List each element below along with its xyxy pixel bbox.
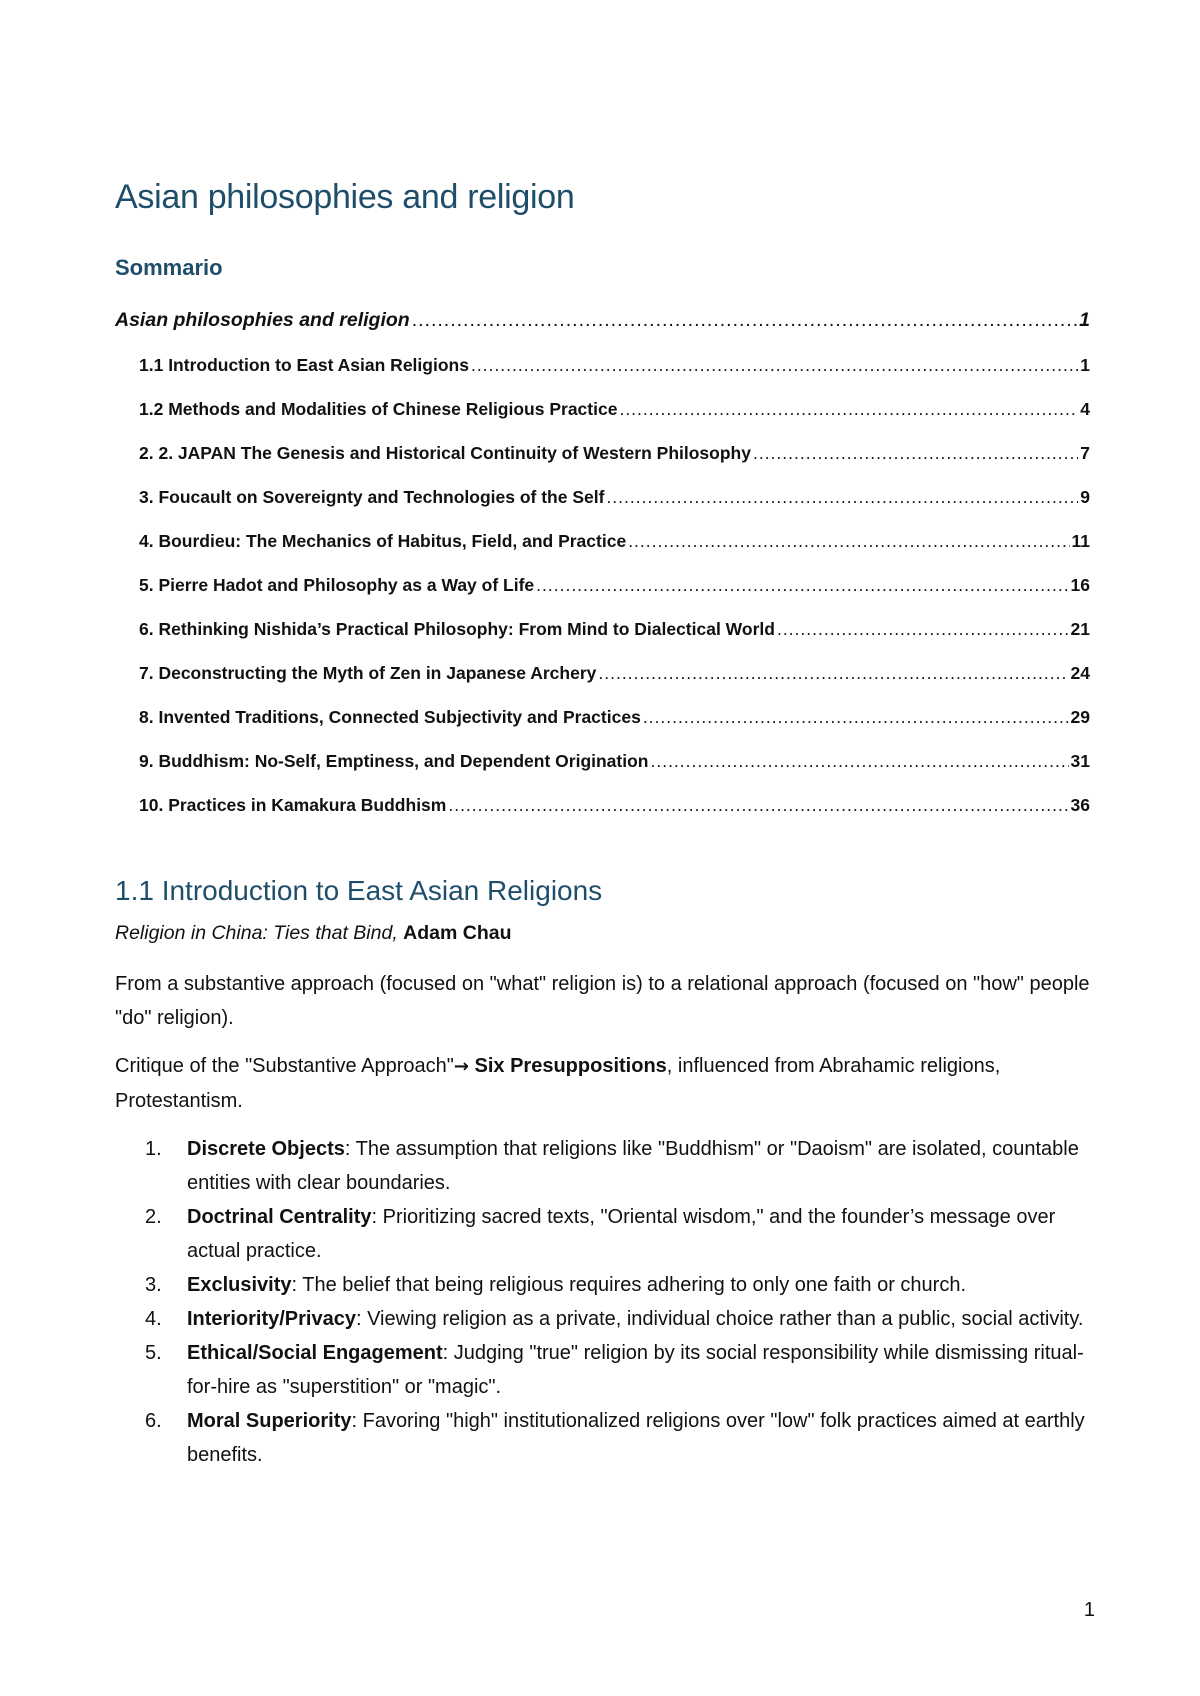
byline-work-title: Religion in China: Ties that Bind, (115, 922, 398, 944)
toc-entry-title: 4. Bourdieu: The Mechanics of Habitus, Field, and Practice (139, 531, 627, 551)
toc-entry-page: 9 (1080, 487, 1090, 507)
toc-dot-leader (536, 563, 1068, 607)
toc-entry-page: 11 (1071, 531, 1090, 551)
list-item-text: : Judging "true" religion by its social responsibility while dismissing ritual-for-hire as "superstition" or "magic". (187, 1342, 1084, 1398)
toc-entry-page: 1 (1080, 355, 1090, 375)
byline (115, 917, 1090, 949)
toc-dot-leader (448, 783, 1068, 827)
toc-dot-leader (628, 519, 1069, 563)
toc-entry[interactable] (115, 519, 1090, 563)
toc-entry-page: 1 (1079, 309, 1090, 331)
toc-entry-title: 7. Deconstructing the Myth of Zen in Japanese Archery (139, 663, 597, 683)
toc-entry[interactable] (115, 651, 1090, 695)
toc-entry[interactable] (115, 783, 1090, 827)
toc-entry[interactable] (115, 297, 1090, 343)
list-item-number: 4. (145, 1308, 162, 1330)
toc-entry-title: 9. Buddhism: No-Self, Emptiness, and Dependent Origination (139, 751, 649, 771)
list-item-number: 6. (145, 1410, 162, 1432)
paragraph-emphasis: Six Presuppositions (474, 1055, 667, 1077)
section-heading: 1.1 Introduction to East Asian Religions (115, 875, 603, 906)
toc-entry-page: 31 (1070, 751, 1090, 771)
toc-entry-page: 7 (1080, 443, 1090, 463)
numbered-list (115, 1132, 1090, 1472)
paragraph-text: Critique of the "Substantive Approach" (115, 1055, 454, 1077)
table-of-contents (115, 297, 1090, 827)
toc-entry[interactable] (115, 695, 1090, 739)
paragraph (115, 1049, 1090, 1118)
toc-entry-title: 8. Invented Traditions, Connected Subjectivity and Practices (139, 707, 641, 727)
toc-entry[interactable] (115, 387, 1090, 431)
toc-dot-leader (606, 475, 1078, 519)
list-item-text: : The assumption that religions like "Buddhism" or "Daoism" are isolated, countable entities with clear boundaries. (187, 1138, 1079, 1194)
list-item-text: : The belief that being religious requires adhering to only one faith or church. (291, 1274, 967, 1296)
toc-entry-title: 6. Rethinking Nishida’s Practical Philosophy: From Mind to Dialectical World (139, 619, 775, 639)
toc-entry[interactable] (115, 343, 1090, 387)
toc-heading: Sommario (115, 255, 223, 280)
arrow-right-icon: → (453, 1056, 469, 1077)
list-item-number: 1. (145, 1138, 162, 1160)
list-item (115, 1268, 1090, 1302)
toc-dot-leader (777, 607, 1069, 651)
toc-entry[interactable] (115, 607, 1090, 651)
document-title: Asian philosophies and religion (115, 178, 575, 216)
toc-entry-page: 21 (1070, 619, 1090, 639)
list-item (115, 1302, 1090, 1336)
list-item (115, 1404, 1090, 1472)
list-item-text: : Viewing religion as a private, individual choice rather than a public, social activity. (355, 1308, 1084, 1330)
list-item-text: : Prioritizing sacred texts, "Oriental wisdom," and the founder’s message over actual practice. (187, 1206, 1056, 1262)
toc-entry-title: 5. Pierre Hadot and Philosophy as a Way of Life (139, 575, 535, 595)
list-item-term: Exclusivity (187, 1274, 292, 1296)
paragraph: From a substantive approach (focused on "what" religion is) to a relational approach (focused on "how" people "do" religion). (115, 973, 1090, 1029)
toc-dot-leader (598, 651, 1068, 695)
toc-entry-page: 29 (1070, 707, 1090, 727)
toc-entry[interactable] (115, 563, 1090, 607)
toc-entry[interactable] (115, 739, 1090, 783)
page-number: 1 (1083, 1599, 1095, 1621)
toc-entry-title: 3. Foucault on Sovereignty and Technologies of the Self (139, 487, 605, 507)
toc-entry-title: 2. 2. JAPAN The Genesis and Historical Continuity of Western Philosophy (139, 443, 751, 463)
list-item-number: 5. (145, 1342, 162, 1364)
list-item (115, 1132, 1090, 1200)
list-item-text: : Favoring "high" institutionalized religions over "low" folk practices aimed at earthly benefits. (187, 1410, 1085, 1466)
toc-dot-leader (619, 387, 1078, 431)
toc-dot-leader (753, 431, 1078, 475)
toc-entry-title: 10. Practices in Kamakura Buddhism (139, 795, 447, 815)
paragraph-text: , influenced from Abrahamic religions, Protestantism. (115, 1055, 1001, 1112)
toc-entry-page: 36 (1070, 795, 1090, 815)
toc-entry-title: 1.1 Introduction to East Asian Religions (139, 355, 469, 375)
toc-entry-page: 16 (1070, 575, 1090, 595)
toc-dot-leader (471, 343, 1078, 387)
toc-entry[interactable] (115, 431, 1090, 475)
toc-dot-leader (643, 695, 1069, 739)
list-item-term: Interiority/Privacy (187, 1308, 356, 1330)
list-item-term: Discrete Objects (187, 1138, 345, 1160)
byline-author: Adam Chau (403, 922, 512, 944)
list-item (115, 1336, 1090, 1404)
list-item-number: 3. (145, 1274, 162, 1296)
page-content (115, 178, 1090, 1472)
toc-dot-leader (650, 739, 1068, 783)
toc-entry-title: Asian philosophies and religion (115, 309, 410, 331)
list-item-term: Moral Superiority (187, 1410, 352, 1432)
list-item-term: Doctrinal Centrality (187, 1206, 372, 1228)
list-item-term: Ethical/Social Engagement (187, 1342, 443, 1364)
list-item (115, 1200, 1090, 1268)
toc-dot-leader (412, 297, 1077, 343)
toc-entry-title: 1.2 Methods and Modalities of Chinese Religious Practice (139, 399, 618, 419)
toc-entry-page: 4 (1080, 399, 1090, 419)
toc-entry[interactable] (115, 475, 1090, 519)
toc-entry-page: 24 (1070, 663, 1090, 683)
list-item-number: 2. (145, 1206, 162, 1228)
